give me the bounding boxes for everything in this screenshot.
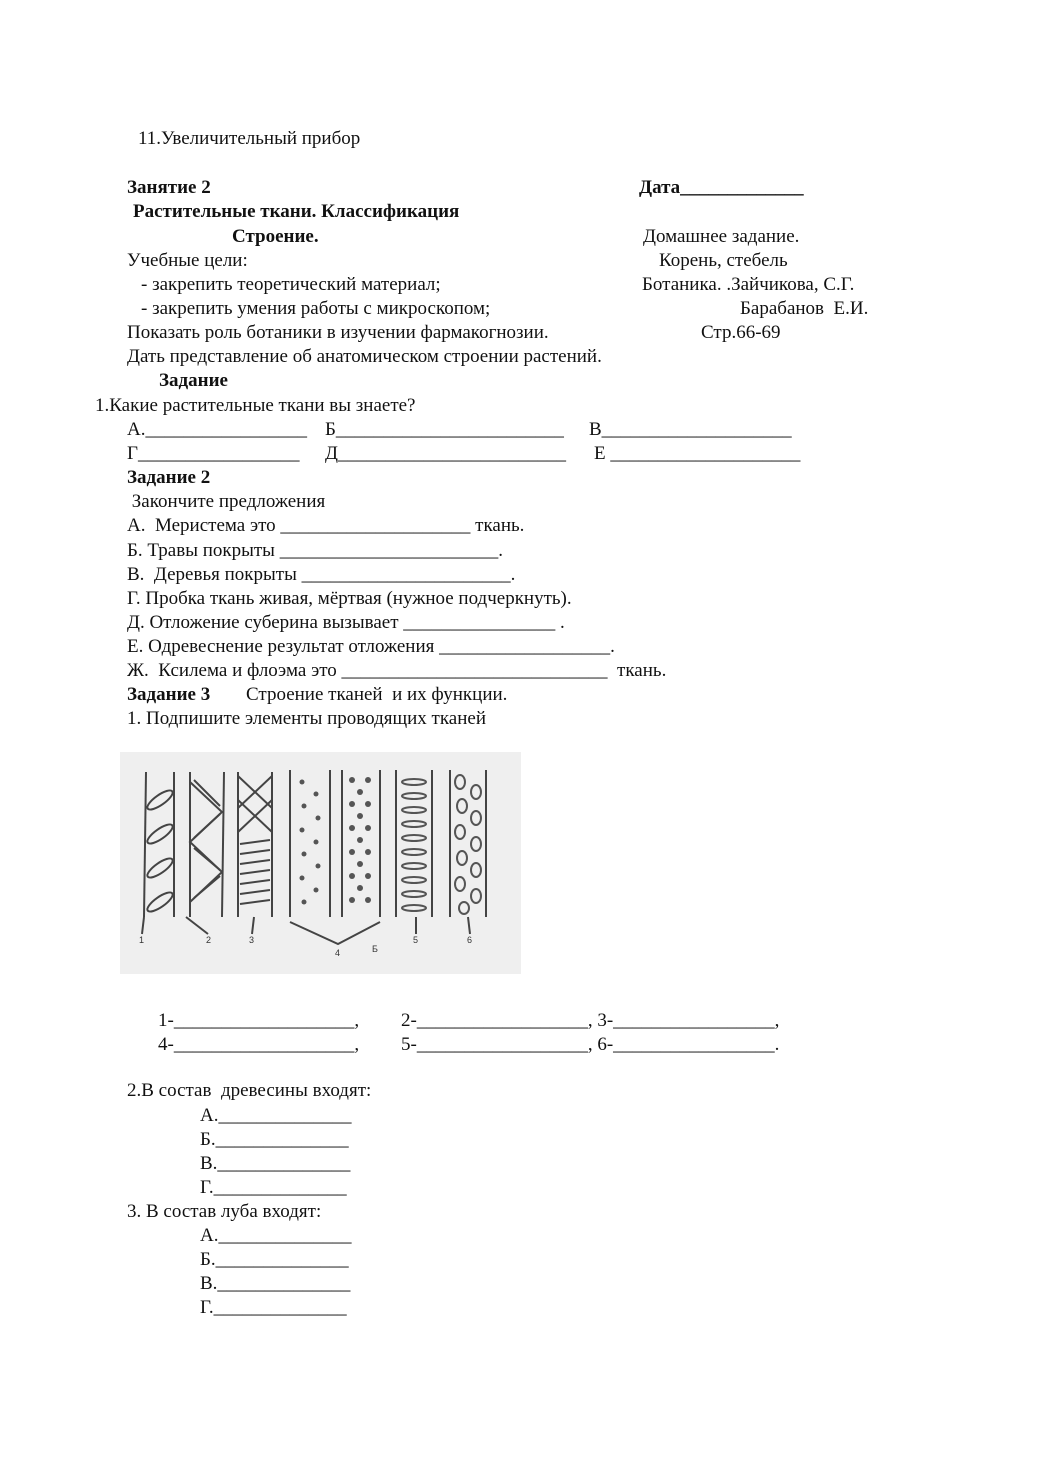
task1-heading: Задание <box>159 370 228 391</box>
wood-answer-blank: Г.______________ <box>200 1177 347 1198</box>
label-blanks-row: 2-__________________, 3-_________________, <box>401 1010 780 1031</box>
date-field: Дата_____________ <box>639 177 804 198</box>
phloem-answer-blank: Г.______________ <box>200 1297 347 1318</box>
homework-pages: Стр.66-69 <box>701 322 781 343</box>
wood-answer-blank: Б.______________ <box>200 1129 349 1150</box>
goals-label: Учебные цели: <box>127 250 248 271</box>
figure-label-3: 3 <box>249 935 255 945</box>
figure-label-2: 2 <box>206 935 212 945</box>
wood-answer-blank: А.______________ <box>200 1105 352 1126</box>
phloem-answer-blank: В.______________ <box>200 1273 351 1294</box>
purpose-line: Показать роль ботаники в изучении фармакогнозии. <box>127 322 549 343</box>
answer-blank: Г_________________ <box>127 443 300 464</box>
task3-question-1: 1. Подпишите элементы проводящих тканей <box>127 708 486 729</box>
homework-label: Домашнее задание. <box>643 226 800 247</box>
homework-book: Ботаника. .Зайчикова, С.Г. <box>642 274 855 295</box>
sentence-item: А. Меристема это ____________________ ткань. <box>127 515 525 536</box>
task3-subtitle: Строение тканей и их функции. <box>246 684 508 705</box>
phloem-answer-blank: Б.______________ <box>200 1249 349 1270</box>
sentence-item: В. Деревья покрыты ______________________. <box>127 564 516 585</box>
conducting-tissue-figure <box>120 752 521 974</box>
figure-label-1: 1 <box>139 935 145 945</box>
lesson-title: Занятие 2 <box>127 177 211 198</box>
task1-question: 1.Какие растительные ткани вы знаете? <box>95 395 416 416</box>
task2-heading: Задание 2 <box>127 467 211 488</box>
answer-blank: Б________________________ <box>325 419 564 440</box>
sentence-item: Б. Травы покрыты _______________________. <box>127 540 503 561</box>
sentence-item: Ж. Ксилема и флоэма это ____________________________ ткань. <box>127 660 667 681</box>
topic-line-1: Растительные ткани. Классификация <box>133 201 460 222</box>
answer-blank: В____________________ <box>589 419 792 440</box>
figure-label-5: 5 <box>413 935 419 945</box>
task3-question-3: 3. В состав луба входят: <box>127 1201 322 1222</box>
figure-label-b: Б <box>372 944 378 954</box>
label-blanks-row: 1-___________________, <box>158 1010 360 1031</box>
task2-intro: Закончите предложения <box>127 491 326 512</box>
phloem-answer-blank: А.______________ <box>200 1225 352 1246</box>
goal-item: - закрепить теоретический материал; <box>141 274 441 295</box>
sentence-item: Д. Отложение суберина вызывает ________________ . <box>127 612 565 633</box>
label-blanks-row: 5-__________________, 6-_________________. <box>401 1034 780 1055</box>
wood-answer-blank: В.______________ <box>200 1153 351 1174</box>
sentence-item: Е. Одревеснение результат отложения __________________. <box>127 636 615 657</box>
answer-blank: Д________________________ <box>325 443 566 464</box>
homework-author: Барабанов Е.И. <box>740 298 869 319</box>
goal-item: - закрепить умения работы с микроскопом; <box>141 298 491 319</box>
purpose-line: Дать представление об анатомическом строении растений. <box>127 346 602 367</box>
figure-label-4: 4 <box>335 948 341 958</box>
label-blanks-row: 4-___________________, <box>158 1034 360 1055</box>
topic-line-2: Строение. <box>232 226 319 247</box>
homework-topic: Корень, стебель <box>659 250 788 271</box>
figure-label-6: 6 <box>467 935 473 945</box>
previous-item: 11.Увеличительный прибор <box>138 128 361 149</box>
sentence-item: Г. Пробка ткань живая, мёртвая (нужное подчеркнуть). <box>127 588 572 609</box>
answer-blank: Е ____________________ <box>594 443 801 464</box>
task3-heading: Задание 3 <box>127 684 211 705</box>
answer-blank: А._________________ <box>127 419 307 440</box>
task3-question-2: 2.В состав древесины входят: <box>127 1080 372 1101</box>
vessel-elements-drawing <box>120 752 521 974</box>
